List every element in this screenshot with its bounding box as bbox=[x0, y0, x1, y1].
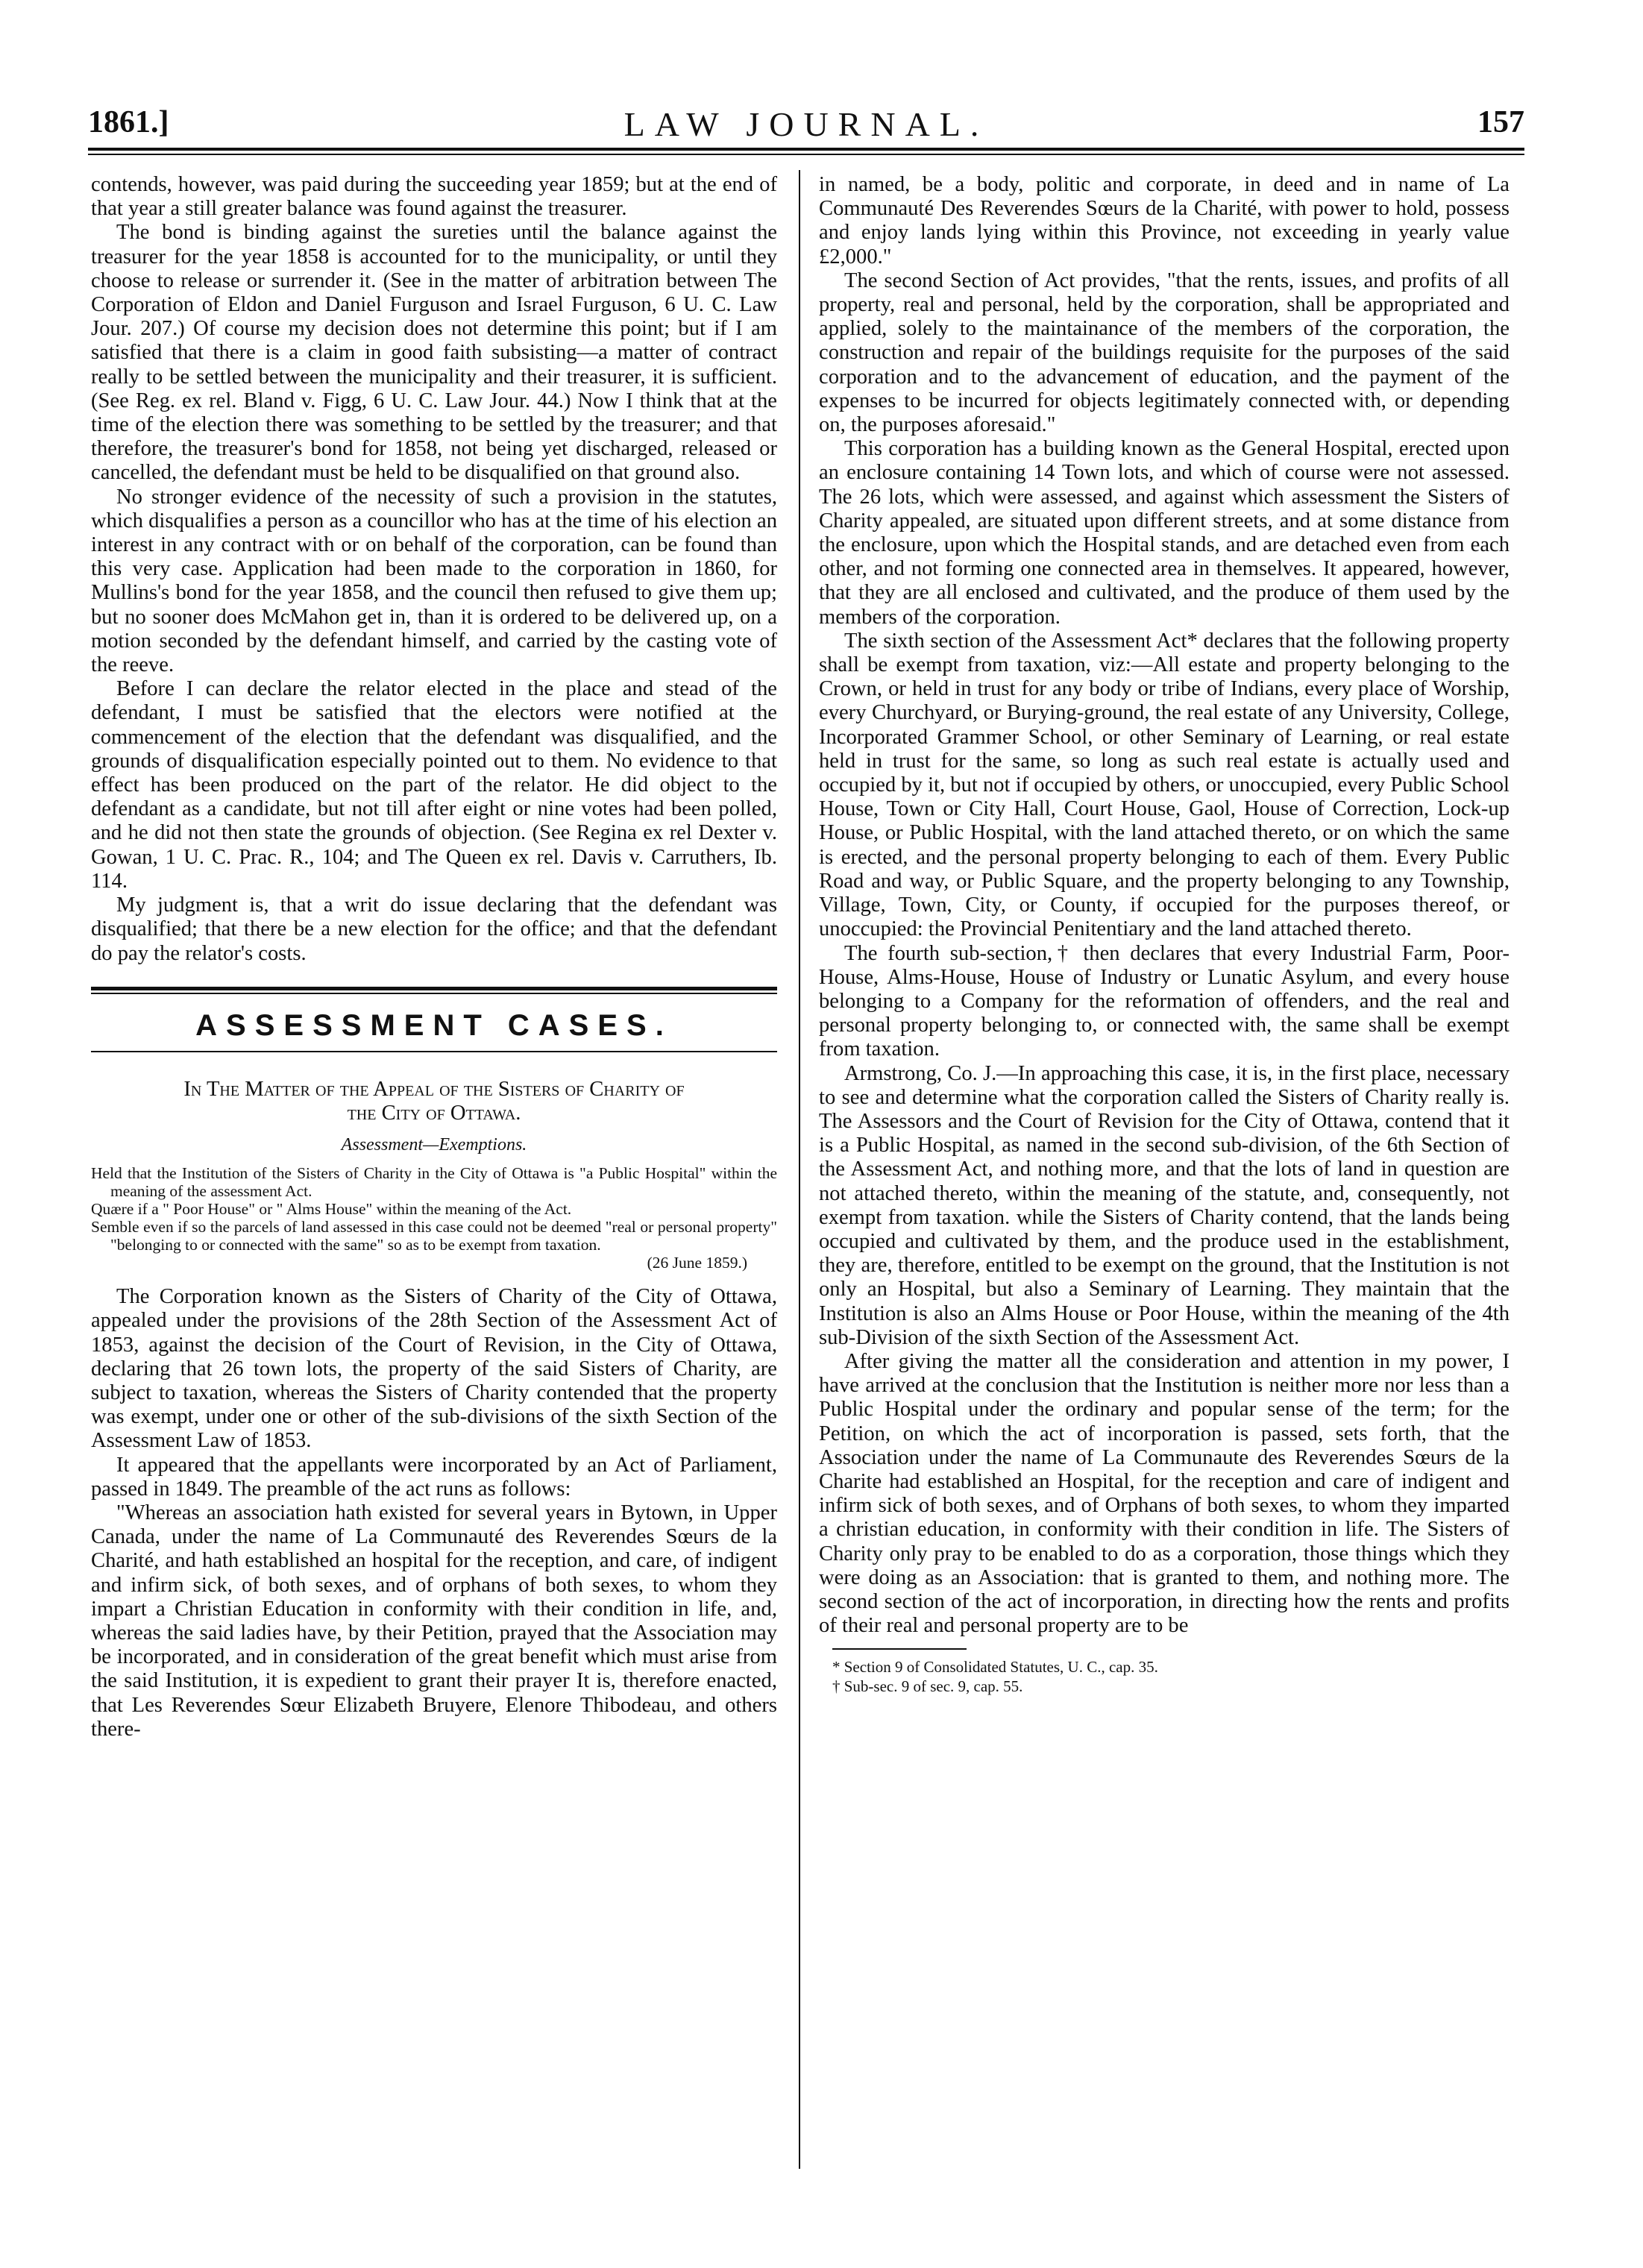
right-paragraph: The sixth section of the Assessment Act* declares that the following property shall be exempt from taxation, viz:—All estate and property belonging to the Crown, or held in trust for any body or tribe of Indians, every place of Worship, every Churchyard, or Burying-ground, the real estate of any University, College, Incorporated Grammer School, or other Seminary of Learning, or real estate held in trust for the same, so long as such real estate is actually used and occupied by it, but not if occupied by others, or unoccupied, every Public School House, Town or City Hall, Court House, Gaol, House of Correction, Lock-up House, or Public Hospital, with the land attached thereto, or on which the same is erected, and the personal property belonging to each of them. Every Public Road and way, or Public Square, and the property belonging to any Township, Village, Town, City, or County, if occupied for the purposes thereof, or unoccupied: the Provincial Penitentiary and the land attached thereto. bbox=[819, 629, 1510, 941]
footnote: * Section 9 of Consolidated Statutes, U. C., cap. 35. bbox=[832, 1658, 1158, 1677]
header-page-number: 157 bbox=[1477, 105, 1524, 139]
case-title-line: In The Matter of the Appeal of the Sisters of Charity of bbox=[183, 1077, 685, 1101]
case-subtitle: Assessment—Exemptions. bbox=[341, 1134, 527, 1155]
headnote-item: Quære if a " Poor House" or " Alms House" within the meaning of the Act. bbox=[91, 1200, 572, 1219]
case-title-line: the City of Ottawa. bbox=[347, 1101, 521, 1125]
footnote: † Sub-sec. 9 of sec. 9, cap. 55. bbox=[832, 1677, 1023, 1696]
column-divider bbox=[799, 170, 800, 2169]
header-title: LAW JOURNAL. bbox=[623, 105, 989, 143]
left-column bbox=[91, 173, 777, 1741]
right-paragraph: The fourth sub-section,† then declares that every Industrial Farm, Poor-House, Alms-House, House of Industry or Lunatic Asylum, and every house belonging to a Company for the reformation of offenders, and the real and personal property belonging to, or connected with, the same shall be exempt from taxation. bbox=[819, 941, 1510, 1061]
headnote-date: (26 June 1859.) bbox=[647, 1254, 747, 1272]
left-paragraph: The Corporation known as the Sisters of Charity of the City of Ottawa, appealed under the provisions of the 28th Section of the Assessment Act of 1853, against the decision of the Court of Revision, in the City of Ottawa, declaring that 26 town lots, the property of the said Sisters of Charity, are subject to taxation, whereas the Sisters of Charity contended that the property was exempt, under one or other of the sub-divisions of the sixth Section of the Assessment Law of 1853. bbox=[91, 1285, 777, 1453]
left-paragraph: contends, however, was paid during the succeeding year 1859; but at the end of that year a still greater balance was found against the treasurer. bbox=[91, 173, 777, 221]
section-title: ASSESSMENT CASES. bbox=[195, 1008, 673, 1042]
right-paragraph: Armstrong, Co. J.—In approaching this case, it is, in the first place, necessary to see and determine what the corporation called the Sisters of Charity really is. The Assessors and the Court of Revision for the City of Ottawa, contend that it is a Public Hospital, as named in the second sub-division, of the 6th Section of the Assessment Act, and nothing more, and that the lots of land in question are not attached thereto, within the meaning of the statute, and, consequently, not exempt from taxation. while the Sisters of Charity contend, that the lands being occupied and cultivated by them, and the produce used in the establishment, they are, therefore, entitled to be exempt on the ground, that the Institution is not only an Hospital, but also a Seminary of Learning. They maintain that the Institution is also an Alms House or Poor House, within the meaning of the 4th sub-Division of the sixth Section of the Assessment Act. bbox=[819, 1061, 1510, 1349]
right-paragraph: The second Section of Act provides, "that the rents, issues, and profits of all property, real and personal, held by the corporation, shall be appropriated and applied, solely to the maintainance of the members of the corporation, the construction and repair of the buildings requisite for the purposes of the said corporation and to the advancement of education, and the payment of the expenses to be incurred for objects legitimately connected with, or depending on, the purposes aforesaid." bbox=[819, 268, 1510, 437]
case-title bbox=[91, 1078, 777, 1125]
right-paragraph: in named, be a body, politic and corporate, in deed and in name of La Communauté Des Reverendes Sœurs de la Charité, with power to hold, possess and enjoy lands lying within this Province, not exceeding in yearly value £2,000." bbox=[819, 173, 1510, 268]
headnote-item: Semble even if so the parcels of land assessed in this case could not be deemed "real or personal property" "belonging to or connected with the same" so as to be exempt from taxation. bbox=[91, 1218, 777, 1254]
section-rule bbox=[91, 987, 777, 990]
left-paragraph: The bond is binding against the sureties until the balance against the treasurer for the year 1858 is accounted for to the municipality, or until they choose to release or surrender it. (See in the matter of arbitration between The Corporation of Eldon and Daniel Furguson and Israel Furguson, 6 U. C. Law Jour. 207.) Of course my decision does not determine this point; but if I am satisfied that there is a claim in good faith subsisting—a matter of contract really to be settled between the municipality and their treasurer, it is sufficient. (See Reg. ex rel. Bland v. Figg, 6 U. C. Law Jour. 44.) Now I think that at the time of the election there was something to be settled by the treasurer; and that therefore, the treasurer's bond for 1858, not being yet discharged, released or cancelled, the defendant must be held to be disqualified on that ground also. bbox=[91, 221, 777, 485]
left-paragraph: My judgment is, that a writ do issue declaring that the defendant was disqualified; that there be a new election for the office; and that the defendant do pay the relator's costs. bbox=[91, 893, 777, 965]
header-rule-thick bbox=[88, 148, 1524, 151]
quoted-preamble: "Whereas an association hath existed for several years in Bytown, in Upper Canada, under the name of La Communauté des Reverendes Sœurs de la Charité, and hath established an hospital for the reception, and care, of indigent and infirm sick, of both sexes, and of orphans of both sexes, to whom they impart a Christian Education in conformity with their condition in life, and, whereas the said ladies have, by their Petition, prayed that the Association may be incorporated, and in consideration of the great benefit which must arise from the said Institution, it is expedient to grant their prayer It is, therefore enacted, that Les Reverendes Sœur Elizabeth Bruyere, Elenore Thibodeau, and others there- bbox=[91, 1501, 777, 1741]
right-paragraph: After giving the matter all the consideration and attention in my power, I have arrived at the conclusion that the Institution is neither more nor less than a Public Hospital under the ordinary and popular sense of the term; for the Petition, on which the act of incorporation is passed, sets forth, that the Association under the name of La Communaute des Reverendes Sœurs de la Charite had established an Hospital, for the reception and care of indigent and infirm sick of both sexes, and of Orphans of both sexes, to whom they imparted a christian education, in conformity with their condition in life. The Sisters of Charity only pray to be enabled to do as a corporation, those things which they were doing as an Association: that is granted to them, and nothing more. The second section of the act of incorporation, in directing how the rents and profits of their real and personal property are to be bbox=[819, 1349, 1510, 1638]
page-header bbox=[88, 104, 1524, 146]
left-paragraph: It appeared that the appellants were incorporated by an Act of Parliament, passed in 1849. The preamble of the act runs as follows: bbox=[91, 1453, 777, 1501]
headnote bbox=[91, 1164, 777, 1272]
headnote-item: Held that the Institution of the Sisters of Charity in the City of Ottawa is "a Public Hospital" within the meaning of the assessment Act. bbox=[91, 1164, 777, 1201]
left-paragraph: No stronger evidence of the necessity of such a provision in the statutes, which disqualifies a person as a councillor who has at the time of his election an interest in any contract with or on behalf of the corporation, can be found than this very case. Application had been made to the corporation in 1860, for Mullins's bond for the year 1858, and the council then refused to give them up; but no sooner does McMahon get in, than it is ordered to be delivered up, on a motion seconded by the defendant himself, and carried by the casting vote of the reeve. bbox=[91, 485, 777, 677]
header-rule-thin bbox=[88, 154, 1524, 155]
footnote-rule bbox=[832, 1648, 967, 1650]
header-year: 1861.] bbox=[88, 105, 169, 139]
right-column bbox=[819, 173, 1510, 1696]
section-rule bbox=[91, 993, 777, 994]
left-paragraph: Before I can declare the relator elected in the place and stead of the defendant, I must be satisfied that the electors were notified at the commencement of the election that the defendant was disqualified, and the grounds of disqualification especially pointed out to them. No evidence to that effect has been produced on the part of the relator. He did object to the defendant as a candidate, but not till after eight or nine votes had been polled, and he did not then state the grounds of objection. (See Regina ex rel Dexter v. Gowan, 1 U. C. Prac. R., 104; and The Queen ex rel. Davis v. Carruthers, Ib. 114. bbox=[91, 677, 777, 893]
right-paragraph: This corporation has a building known as the General Hospital, erected upon an enclosure containing 14 Town lots, and which of course were not assessed. The 26 lots, which were assessed, and against which assessment the Sisters of Charity appealed, are situated upon different streets, and at some distance from the enclosure, upon which the Hospital stands, and are detached even from each other, and not forming one connected area in themselves. It appeared, however, that they are all enclosed and cultivated, and the produce of them used by the members of the corporation. bbox=[819, 437, 1510, 629]
section-rule bbox=[91, 1051, 777, 1052]
